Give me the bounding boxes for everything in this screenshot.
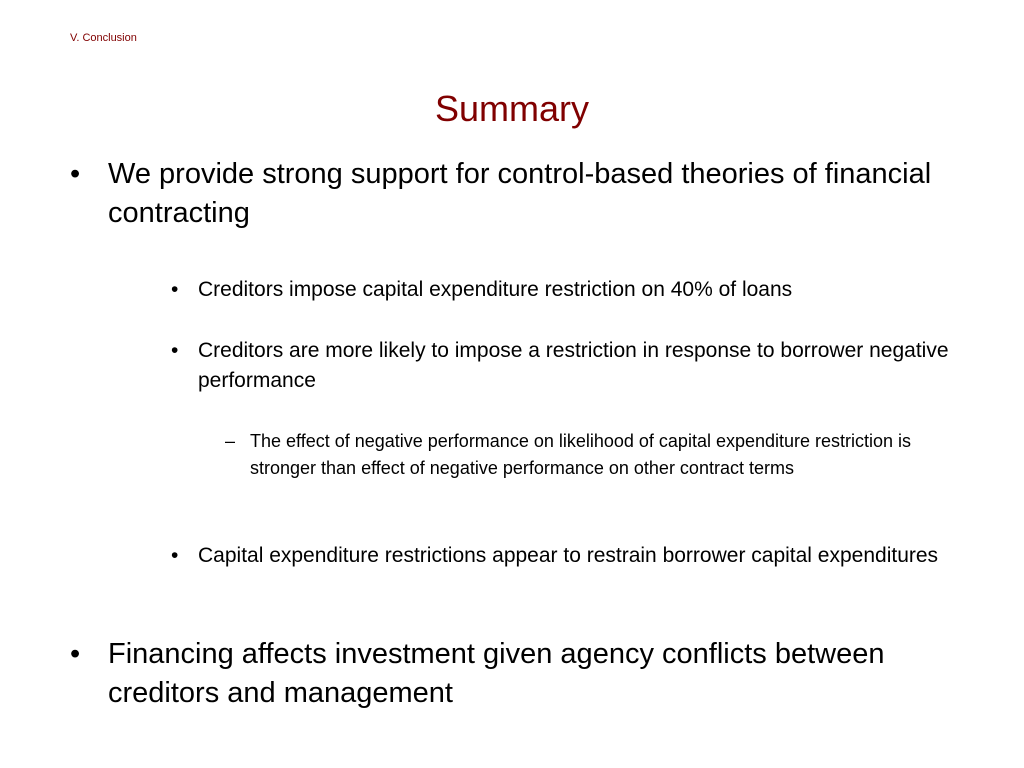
bullet-text: We provide strong support for control-based theories of financial contracting bbox=[108, 158, 932, 229]
bullet-level3 bbox=[225, 428, 975, 482]
bullet-level2 bbox=[171, 541, 971, 571]
bullet-marker: • bbox=[70, 158, 81, 190]
bullet-level2 bbox=[171, 336, 971, 396]
bullet-text: Creditors impose capital expenditure restriction on 40% of loans bbox=[198, 278, 793, 301]
bullet-marker: • bbox=[171, 544, 179, 567]
bullet-level1 bbox=[70, 155, 970, 233]
bullet-text: Financing affects investment given agency conflicts between creditors and management bbox=[108, 638, 885, 709]
bullet-text: Creditors are more likely to impose a restriction in response to borrower negative performance bbox=[198, 339, 949, 392]
bullet-marker: • bbox=[171, 339, 179, 362]
section-label: V. Conclusion bbox=[70, 32, 137, 44]
bullet-marker: • bbox=[70, 638, 81, 670]
slide-title: Summary bbox=[434, 88, 590, 129]
bullet-text: Capital expenditure restrictions appear to restrain borrower capital expenditures bbox=[198, 544, 939, 567]
bullet-level2 bbox=[171, 275, 971, 305]
bullet-level1 bbox=[70, 635, 970, 713]
dash-marker: – bbox=[225, 431, 236, 451]
bullet-text: The effect of negative performance on likelihood of capital expenditure restriction is stronger than effect of negative performance on other contract terms bbox=[250, 431, 912, 478]
bullet-marker: • bbox=[171, 278, 179, 301]
